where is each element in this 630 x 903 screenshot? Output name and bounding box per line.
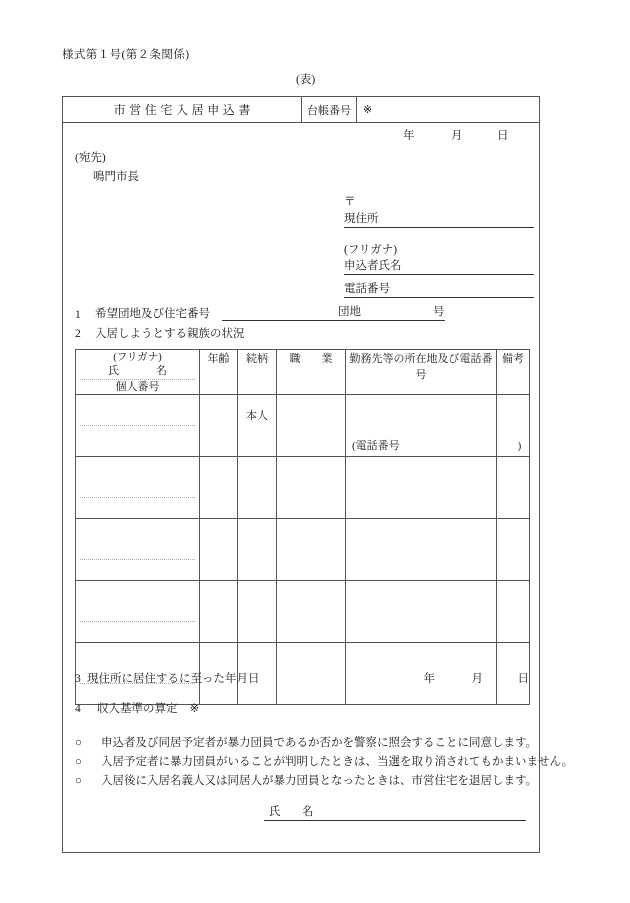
- date-year-label: 年: [403, 130, 415, 142]
- complex-unit-label: 団地: [338, 306, 361, 318]
- cell-occupation[interactable]: [277, 581, 346, 643]
- cell-age[interactable]: [200, 457, 238, 519]
- item-2-household-status: [75, 325, 245, 341]
- workplace-phone-close: ): [517, 440, 522, 452]
- current-address-field[interactable]: [344, 210, 534, 228]
- cell-name[interactable]: [76, 395, 200, 457]
- item-1-number: 1: [75, 309, 81, 321]
- header-workplace: 勤務先等の所在地及び電話番号: [346, 350, 497, 395]
- declaration-item: [75, 753, 574, 772]
- item-4-label: 収入基準の算定: [97, 703, 178, 715]
- declarations-block: [75, 734, 574, 791]
- cell-relation[interactable]: [238, 581, 277, 643]
- submission-date-line[interactable]: [403, 127, 509, 143]
- circle-bullet-icon: ○: [75, 737, 82, 749]
- cell-workplace[interactable]: [346, 581, 497, 643]
- form-title: 市営住宅入居申込書: [63, 97, 302, 122]
- header-remarks: 備考: [497, 350, 530, 395]
- item-3-month-label: 月: [471, 673, 483, 685]
- item-4-number: 4: [75, 703, 81, 715]
- ledger-number-label: 台帳番号: [302, 97, 357, 122]
- table-row: [76, 581, 530, 643]
- name-divider: [80, 621, 195, 622]
- item-1-desired-complex: [75, 303, 445, 321]
- addressee-block: [75, 149, 139, 187]
- cell-workplace[interactable]: [346, 395, 522, 457]
- name-divider: [80, 497, 195, 498]
- circle-bullet-icon: ○: [75, 775, 82, 787]
- application-form-frame: [62, 96, 574, 853]
- item-1-label: 希望団地及び住宅番号: [95, 308, 210, 320]
- item-3-number: 3: [75, 673, 81, 685]
- current-address-value[interactable]: [379, 213, 535, 226]
- spacer: [344, 229, 534, 241]
- declaration-text: 入居予定者に暴力団員がいることが判明したときは、当選を取り消されてもかまいません。: [101, 756, 574, 768]
- cell-name[interactable]: [76, 457, 200, 519]
- item-4-income-calculation: [75, 700, 199, 716]
- table-row: [76, 519, 530, 581]
- declaration-text: 入居後に入居名義人又は同居人が暴力団員となったときは、市営住宅を退居します。: [101, 775, 538, 787]
- header-my-number: 個人番号: [115, 381, 160, 393]
- signature-field[interactable]: [264, 803, 526, 821]
- item-1-input[interactable]: [222, 303, 445, 321]
- cell-relation[interactable]: [238, 519, 277, 581]
- date-month-label: 月: [451, 130, 463, 142]
- header-name-cell: [76, 350, 200, 395]
- header-furigana: (フリガナ): [113, 352, 162, 363]
- cell-workplace[interactable]: [346, 519, 497, 581]
- cell-name[interactable]: [76, 519, 200, 581]
- signature-label: 氏 名: [269, 806, 319, 818]
- form-number-label: 様式第１号(第２条関係): [62, 49, 190, 61]
- cell-remarks[interactable]: [497, 395, 530, 457]
- cell-age[interactable]: [200, 581, 238, 643]
- unit-number-label: 号: [433, 306, 445, 318]
- signature-value[interactable]: [319, 806, 527, 819]
- item-3-day-label: 日: [517, 673, 529, 685]
- cell-age[interactable]: [200, 519, 238, 581]
- ledger-number-field[interactable]: ※: [363, 104, 373, 116]
- front-side-label: (表): [296, 74, 316, 86]
- header-age: 年齢: [200, 350, 238, 395]
- cell-occupation[interactable]: [277, 519, 346, 581]
- form-title-row: [63, 97, 539, 123]
- name-divider: [80, 559, 195, 560]
- item-3-residence-start-date: [75, 670, 529, 686]
- date-day-label: 日: [497, 130, 509, 142]
- cell-remarks[interactable]: [497, 519, 530, 581]
- declaration-text: 申込者及び同居予定者が暴力団員であるか否かを警察に照会することに同意します。: [101, 737, 538, 749]
- applicant-name-value[interactable]: [402, 260, 535, 273]
- addressee-label: (宛先): [75, 152, 106, 164]
- addressee-name: 鳴門市長: [93, 171, 139, 183]
- table-header-row: [76, 350, 530, 395]
- current-address-label: 現住所: [344, 213, 379, 225]
- item-3-date-input[interactable]: [424, 670, 530, 686]
- declaration-item: [75, 772, 538, 791]
- header-name: 氏 名: [80, 365, 195, 380]
- applicant-name-label: 申込者氏名: [344, 260, 402, 272]
- circle-bullet-icon: ○: [75, 756, 82, 768]
- cell-occupation[interactable]: [277, 395, 346, 457]
- item-2-number: 2: [75, 328, 81, 340]
- item-3-year-label: 年: [423, 673, 435, 685]
- applicant-block: [344, 195, 534, 276]
- declaration-item: [75, 734, 538, 753]
- applicant-phone-label: 電話番号: [344, 283, 390, 295]
- cell-relation[interactable]: 本人: [238, 395, 277, 457]
- applicant-furigana-label: (フリガナ): [344, 244, 398, 256]
- cell-age[interactable]: [200, 395, 238, 457]
- item-2-label: 入居しようとする親族の状況: [95, 328, 245, 340]
- applicant-name-field[interactable]: [344, 257, 534, 275]
- item-3-label: 現住所に居住するに至った年月日: [87, 673, 260, 685]
- header-occupation: 職 業: [277, 350, 346, 395]
- applicant-phone-field[interactable]: [344, 280, 534, 298]
- header-relation: 続柄: [238, 350, 277, 395]
- applicant-phone-value[interactable]: [390, 283, 534, 296]
- cell-remarks[interactable]: [497, 457, 530, 519]
- item-4-mark: ※: [189, 703, 200, 715]
- name-divider: [80, 425, 195, 426]
- applicant-phone-block: [344, 280, 534, 299]
- table-row: [76, 457, 530, 519]
- workplace-phone-label: (電話番号: [352, 440, 400, 452]
- cell-relation[interactable]: [238, 457, 277, 519]
- household-members-table: [75, 349, 530, 705]
- cell-workplace[interactable]: [346, 457, 497, 519]
- cell-occupation[interactable]: [277, 457, 346, 519]
- postal-code-mark: 〒: [344, 196, 356, 208]
- table-row: [76, 395, 530, 457]
- cell-name[interactable]: [76, 581, 200, 643]
- cell-remarks[interactable]: [497, 581, 530, 643]
